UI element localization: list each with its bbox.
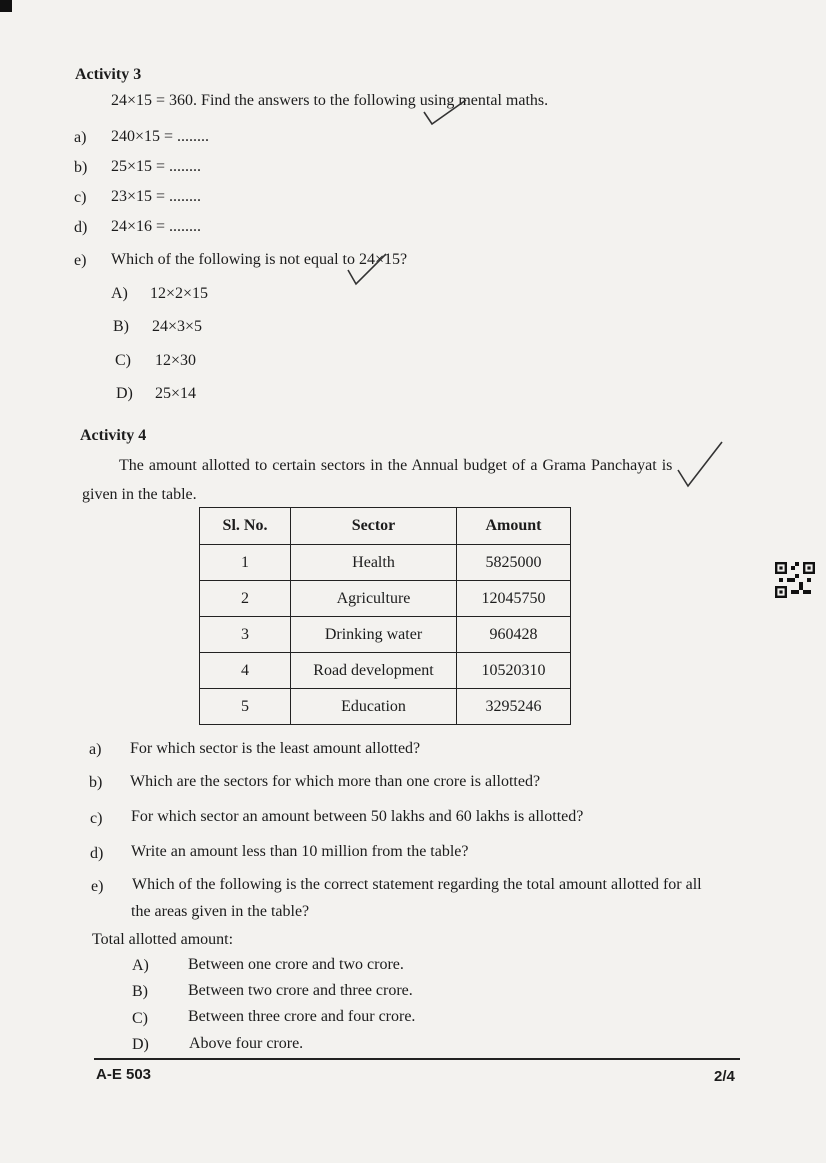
a4-q-text: Write an amount less than 10 million from the table? bbox=[131, 843, 469, 860]
activity3-instruction: 24×15 = 360. Find the answers to the following using mental maths. bbox=[111, 92, 549, 109]
a4-q-text: For which sector an amount between 50 lakhs and 60 lakhs is allotted? bbox=[131, 808, 584, 825]
table-cell: 4 bbox=[200, 653, 291, 689]
a4-option-text: Between two crore and three crore. bbox=[188, 982, 413, 999]
a3-q-text: 24×16 = ........ bbox=[111, 218, 202, 235]
a3-q-label: a) bbox=[74, 129, 87, 146]
activity3-heading: Activity 3 bbox=[75, 66, 142, 83]
a4-q-label: b) bbox=[89, 774, 103, 791]
checkmark-icon bbox=[674, 440, 726, 490]
a3-q-text: 25×15 = ........ bbox=[111, 158, 202, 175]
a3-option-label: B) bbox=[113, 318, 129, 335]
table-row bbox=[200, 581, 571, 617]
table-cell: 3295246 bbox=[457, 689, 571, 725]
table-cell: 2 bbox=[200, 581, 291, 617]
a3-q-label: d) bbox=[74, 219, 88, 236]
table-cell: 1 bbox=[200, 545, 291, 581]
table-cell: Education bbox=[291, 689, 457, 725]
table-header-row bbox=[200, 508, 571, 545]
a3-q-text: 240×15 = ........ bbox=[111, 128, 210, 145]
budget-table bbox=[199, 507, 571, 725]
a3-option-text: 12×30 bbox=[155, 352, 197, 369]
table-cell: 3 bbox=[200, 617, 291, 653]
a3-option-label: D) bbox=[116, 385, 133, 402]
table-cell: 5 bbox=[200, 689, 291, 725]
a3-option-text: 24×3×5 bbox=[152, 318, 203, 335]
table-cell: 10520310 bbox=[457, 653, 571, 689]
a3-option-label: C) bbox=[115, 352, 131, 369]
a4-q-text-continued: the areas given in the table? bbox=[131, 903, 310, 920]
a4-q-label: c) bbox=[90, 810, 103, 827]
checkmark-icon bbox=[344, 252, 390, 288]
total-allotted-label: Total allotted amount: bbox=[92, 931, 234, 948]
table-cell: Agriculture bbox=[291, 581, 457, 617]
a3-q-text: Which of the following is not equal to 24×15? bbox=[111, 251, 408, 268]
a4-q-label: a) bbox=[89, 741, 102, 758]
table-row bbox=[200, 617, 571, 653]
table-cell: Health bbox=[291, 545, 457, 581]
a4-option-label: C) bbox=[132, 1010, 148, 1027]
table-cell: 960428 bbox=[457, 617, 571, 653]
a4-option-text: Between one crore and two crore. bbox=[188, 956, 404, 973]
table-row bbox=[200, 689, 571, 725]
table-cell: Drinking water bbox=[291, 617, 457, 653]
a4-q-text: Which are the sectors for which more than one crore is allotted? bbox=[130, 773, 541, 790]
table-cell: 12045750 bbox=[457, 581, 571, 617]
a3-option-text: 12×2×15 bbox=[150, 285, 209, 302]
scan-corner-mark bbox=[0, 0, 12, 12]
a4-option-label: B) bbox=[132, 983, 148, 1000]
table-header-cell: Amount bbox=[457, 508, 571, 545]
a3-q-text: 23×15 = ........ bbox=[111, 188, 202, 205]
checkmark-icon bbox=[420, 98, 470, 128]
table-header-cell: Sl. No. bbox=[200, 508, 291, 545]
a4-q-text: For which sector is the least amount allotted? bbox=[130, 740, 421, 757]
table-cell: 5825000 bbox=[457, 545, 571, 581]
a4-option-text: Above four crore. bbox=[189, 1035, 304, 1052]
a4-q-text: Which of the following is the correct statement regarding the total amount allotted for all bbox=[132, 876, 702, 893]
a3-option-label: A) bbox=[111, 285, 128, 302]
a4-option-text: Between three crore and four crore. bbox=[188, 1008, 416, 1025]
table-header-cell: Sector bbox=[291, 508, 457, 545]
qr-code-icon bbox=[775, 562, 815, 598]
a4-q-label: d) bbox=[90, 845, 104, 862]
a4-q-label: e) bbox=[91, 878, 104, 895]
a3-option-text: 25×14 bbox=[155, 385, 197, 402]
activity4-heading: Activity 4 bbox=[80, 427, 147, 444]
activity4-intro-line1: The amount allotted to certain sectors in the Annual budget of a Grama Panchayat is bbox=[119, 457, 673, 474]
table-row bbox=[200, 653, 571, 689]
a4-option-label: A) bbox=[132, 957, 149, 974]
a4-option-label: D) bbox=[132, 1036, 149, 1053]
a3-q-label: c) bbox=[74, 189, 87, 206]
a3-q-label: b) bbox=[74, 159, 88, 176]
table-cell: Road development bbox=[291, 653, 457, 689]
activity4-intro-line2: given in the table. bbox=[82, 486, 197, 503]
footer-divider bbox=[94, 1058, 740, 1060]
paper-code: A-E 503 bbox=[96, 1066, 152, 1083]
table-row bbox=[200, 545, 571, 581]
a3-q-label: e) bbox=[74, 252, 87, 269]
page-number: 2/4 bbox=[714, 1068, 735, 1085]
